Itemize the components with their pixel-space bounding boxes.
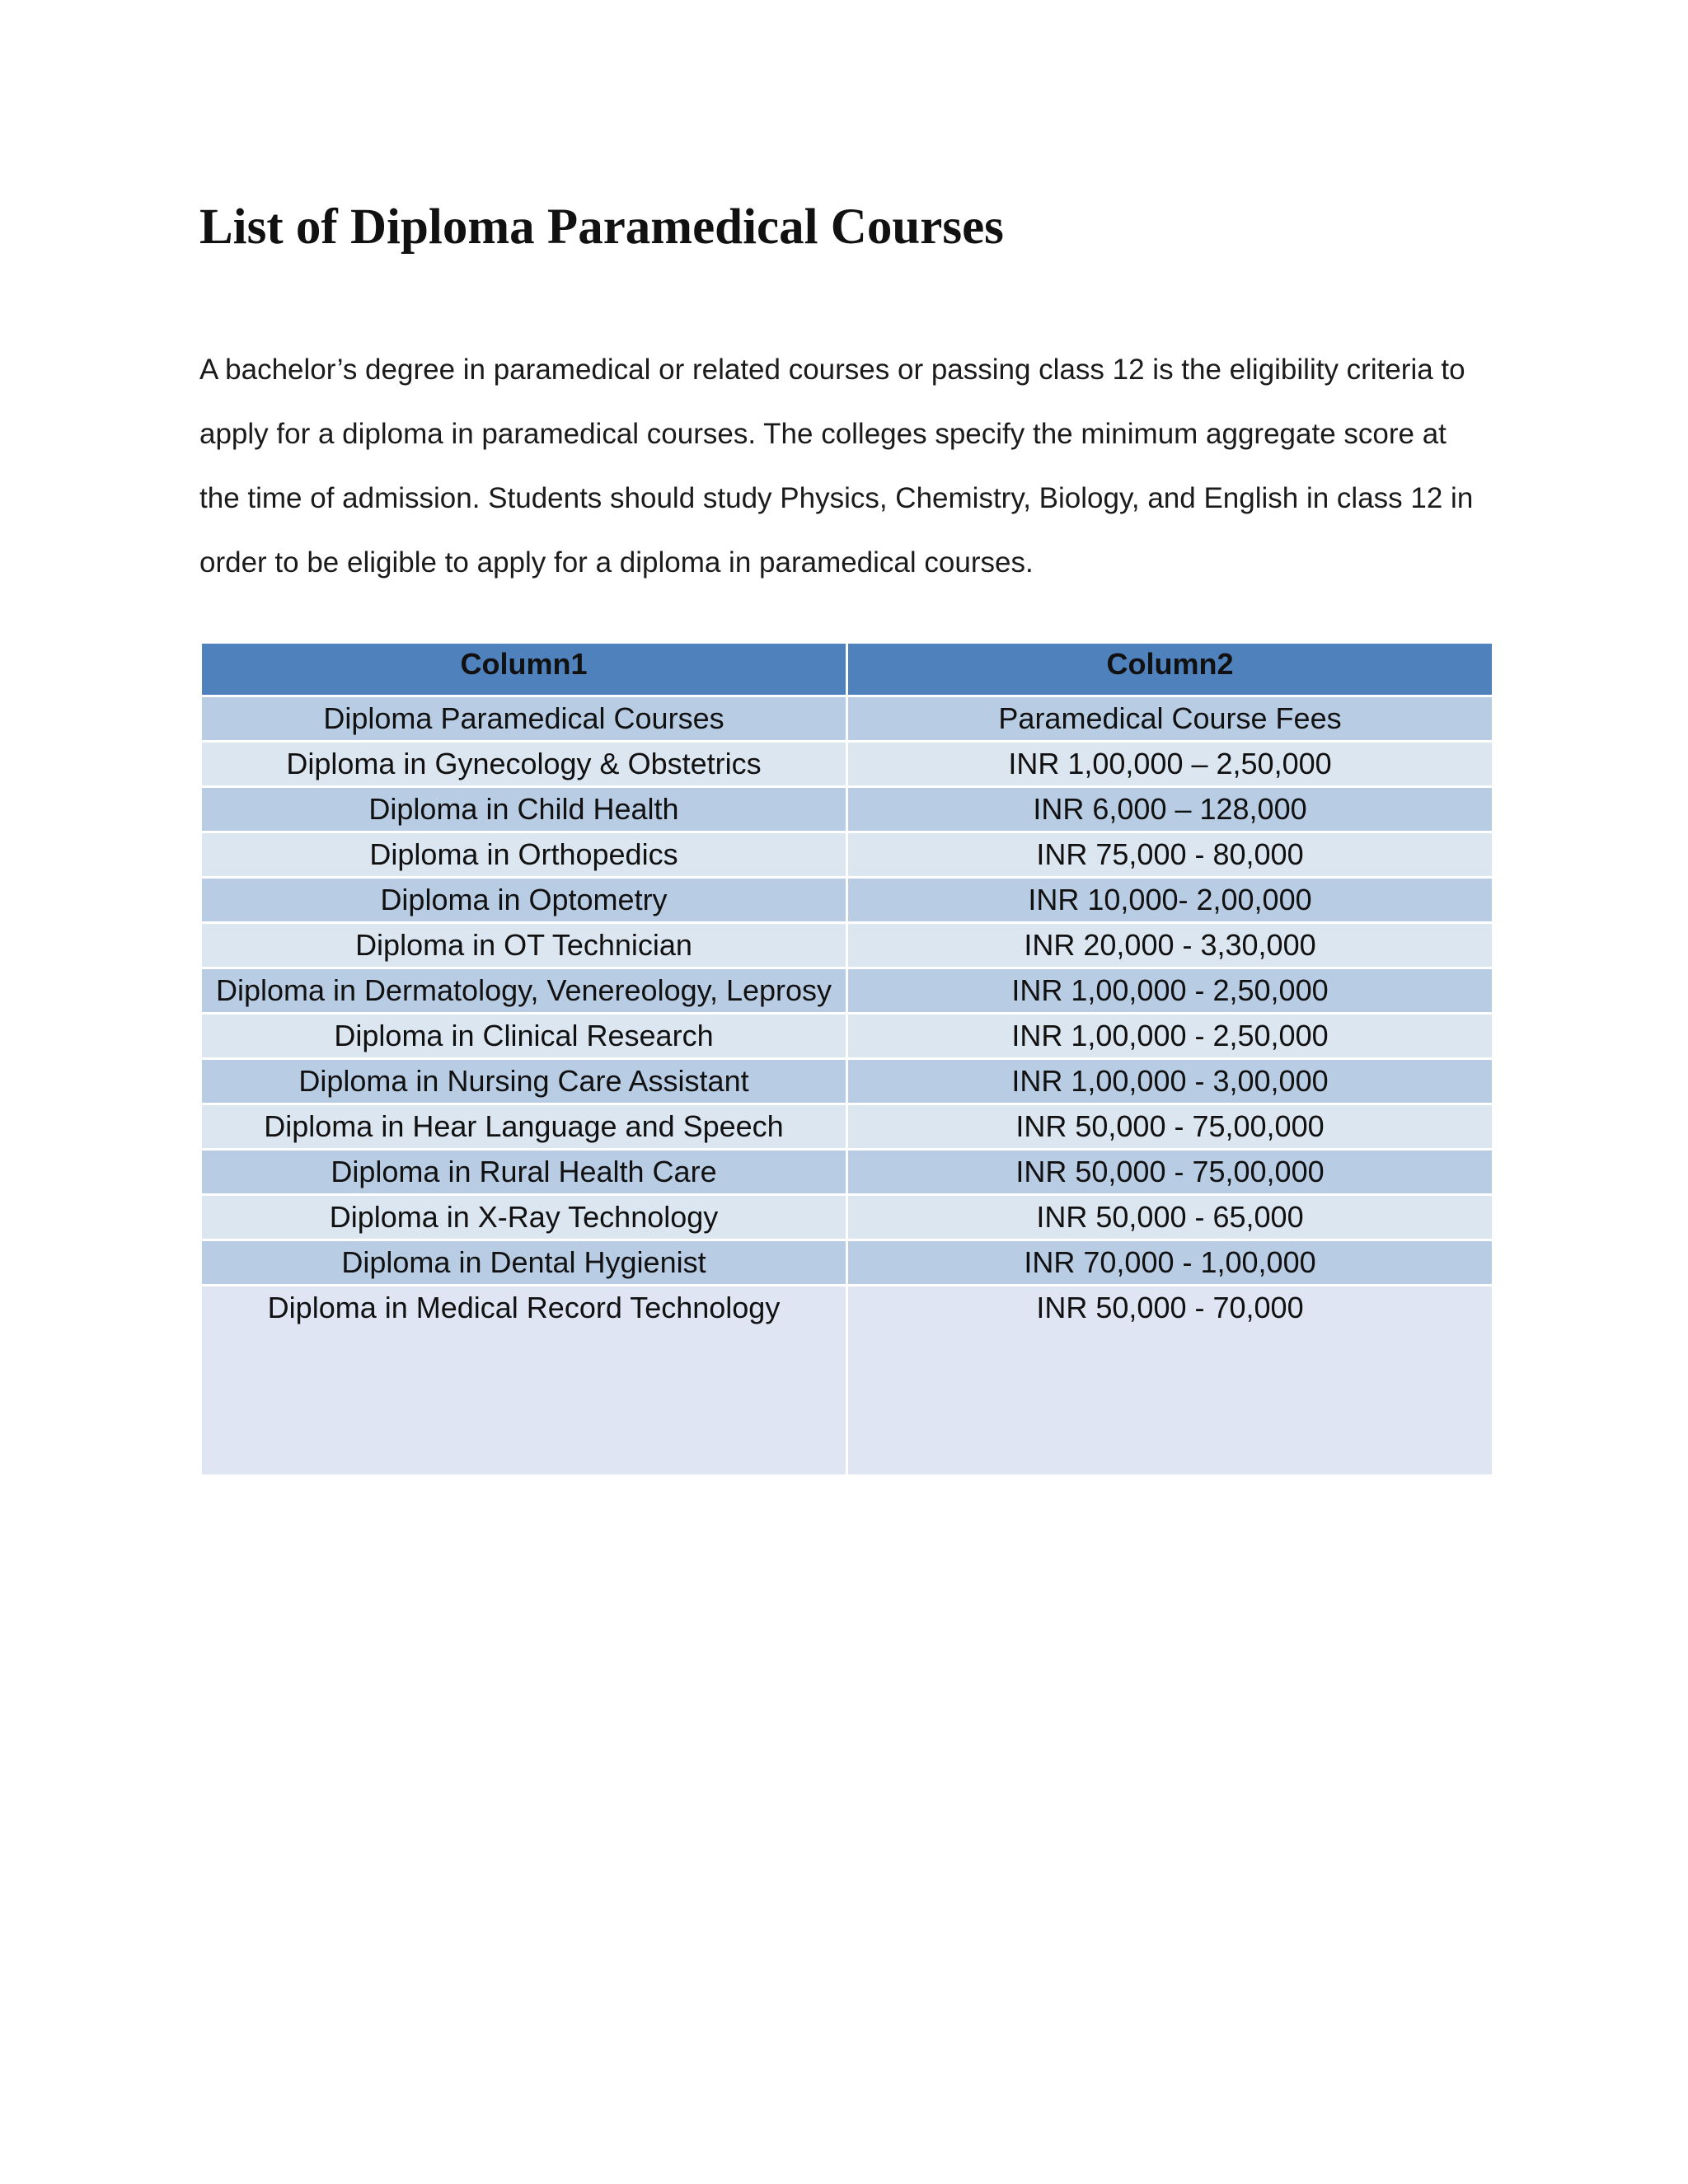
fee-cell: INR 75,000 - 80,000 [847,832,1493,878]
table-row [201,1059,1493,1104]
table-header-row [201,643,1493,696]
fee-cell: INR 6,000 – 128,000 [847,787,1493,832]
fee-cell: INR 10,000- 2,00,000 [847,878,1493,923]
table-row [201,742,1493,787]
fee-cell: INR 1,00,000 - 3,00,000 [847,1059,1493,1104]
table-row [201,832,1493,878]
table-row [201,1286,1493,1476]
course-fees-table [199,641,1494,1477]
table-row [201,1014,1493,1059]
table-row [201,1240,1493,1286]
course-cell: Diploma Paramedical Courses [201,696,847,742]
fee-cell: INR 50,000 - 70,000 [847,1286,1493,1476]
intro-line: the time of admission. Students should study Physics, Chemistry, Biology, and English in class 12 in [199,482,1474,514]
course-cell: Diploma in Rural Health Care [201,1150,847,1195]
fee-cell: INR 50,000 - 75,00,000 [847,1150,1493,1195]
course-cell: Diploma in X-Ray Technology [201,1195,847,1240]
course-cell: Diploma in Hear Language and Speech [201,1104,847,1150]
page-title: List of Diploma Paramedical Courses [199,199,1004,255]
course-cell: Diploma in Nursing Care Assistant [201,1059,847,1104]
table-row [201,696,1493,742]
course-cell: Diploma in Optometry [201,878,847,923]
column-header: Column2 [847,643,1493,696]
course-cell: Diploma in Gynecology & Obstetrics [201,742,847,787]
intro-line: A bachelor’s degree in paramedical or related courses or passing class 12 is the eligibility criteria to [199,354,1465,386]
table-row [201,1150,1493,1195]
table-row [201,1104,1493,1150]
fee-cell: INR 70,000 - 1,00,000 [847,1240,1493,1286]
course-cell: Diploma in Medical Record Technology [201,1286,847,1476]
fee-cell: INR 20,000 - 3,30,000 [847,923,1493,968]
course-cell: Diploma in OT Technician [201,923,847,968]
course-cell: Diploma in Child Health [201,787,847,832]
course-cell: Diploma in Orthopedics [201,832,847,878]
intro-line: order to be eligible to apply for a diploma in paramedical courses. [199,546,1034,579]
table-row [201,1195,1493,1240]
fee-cell: INR 1,00,000 - 2,50,000 [847,968,1493,1014]
table-row [201,878,1493,923]
table-row [201,923,1493,968]
intro-line: apply for a diploma in paramedical courses. The colleges specify the minimum aggregate score at [199,418,1447,450]
fee-cell: INR 1,00,000 – 2,50,000 [847,742,1493,787]
fees-table-container [199,641,1492,1477]
fee-cell: INR 50,000 - 75,00,000 [847,1104,1493,1150]
table-row [201,968,1493,1014]
course-cell: Diploma in Dental Hygienist [201,1240,847,1286]
fee-cell: INR 50,000 - 65,000 [847,1195,1493,1240]
course-cell: Diploma in Clinical Research [201,1014,847,1059]
fee-cell: Paramedical Course Fees [847,696,1493,742]
fee-cell: INR 1,00,000 - 2,50,000 [847,1014,1493,1059]
intro-paragraph [199,338,1502,595]
column-header: Column1 [201,643,847,696]
table-row [201,787,1493,832]
course-cell: Diploma in Dermatology, Venereology, Leprosy [201,968,847,1014]
